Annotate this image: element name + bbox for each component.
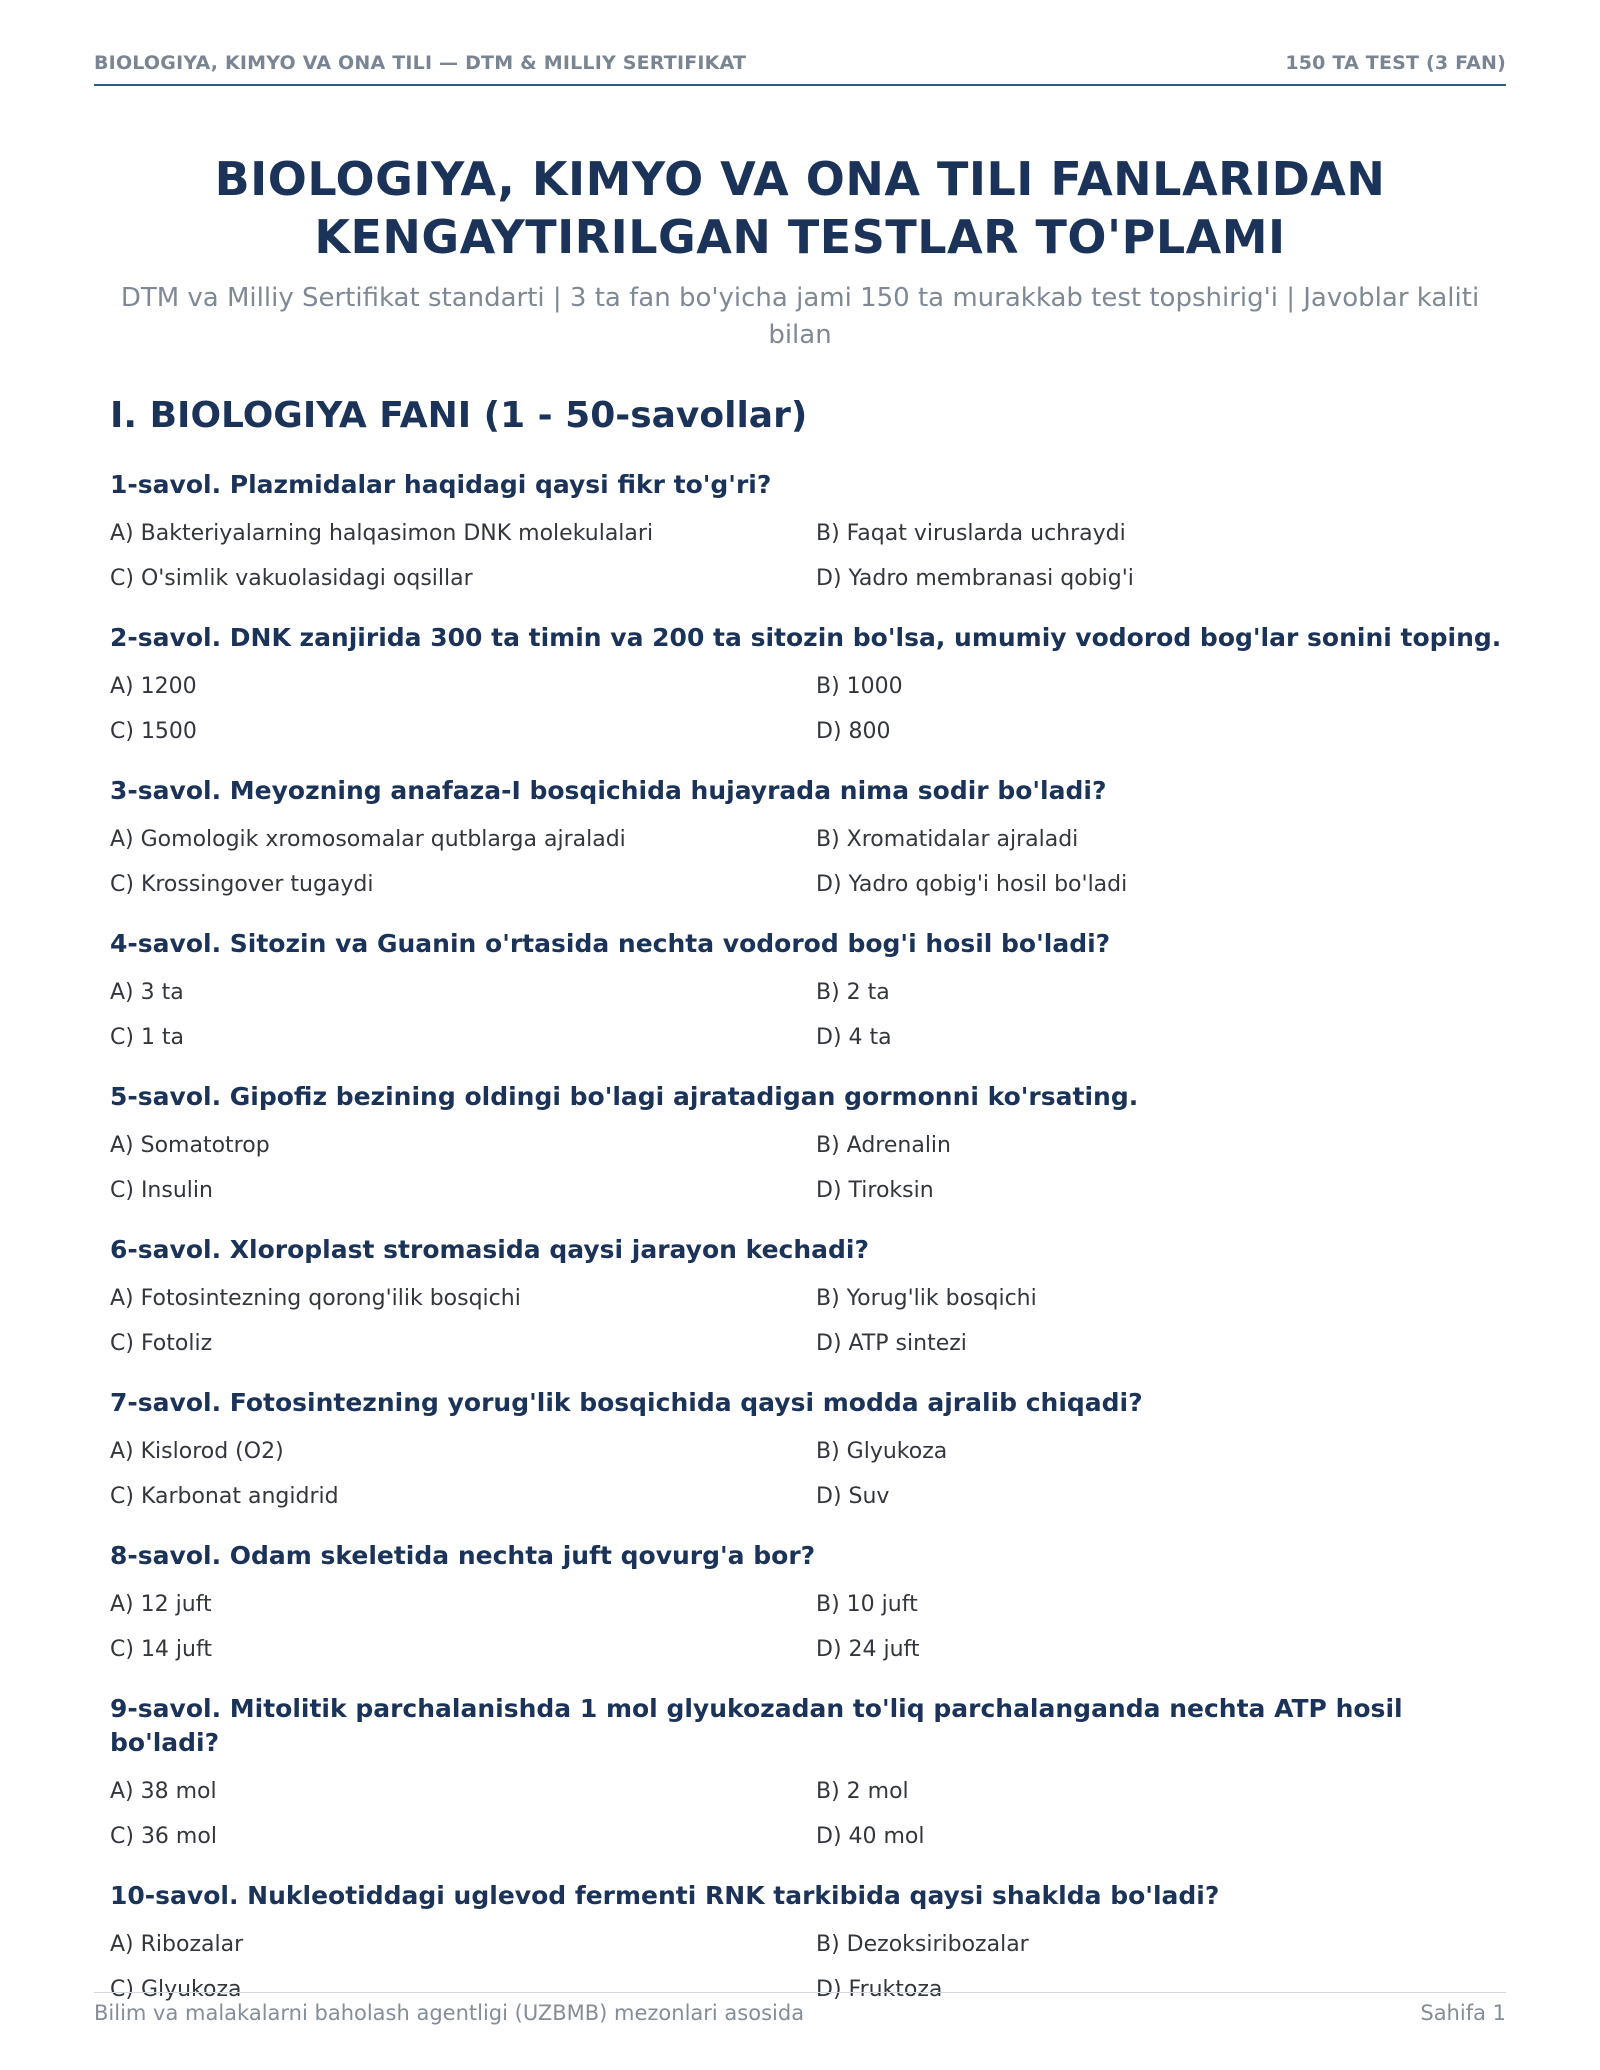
question-block — [110, 1686, 1506, 1859]
question-text: 3-savol. Meyozning anafaza-I bosqichida hujayrada nima sodir bo'ladi? — [110, 776, 1107, 805]
answer-option-b: B) Dezoksiribozalar — [816, 1932, 1029, 1957]
answer-options — [110, 512, 1506, 601]
answer-option-b: B) 2 ta — [816, 980, 890, 1005]
answer-option-d: D) Tiroksin — [816, 1177, 934, 1203]
question-block — [110, 1074, 1506, 1213]
question-block — [110, 1380, 1506, 1519]
answer-option-a: A) Fotosintezning qorong'ilik bosqichi — [110, 1286, 521, 1311]
answer-option-c: C) Glyukoza — [110, 1976, 242, 2002]
answer-option-a: A) Ribozalar — [110, 1932, 244, 1957]
running-footer — [94, 1992, 1506, 2025]
answer-option-b: B) Faqat viruslarda uchraydi — [816, 521, 1126, 546]
question-block — [110, 615, 1506, 754]
answer-options — [110, 1124, 1506, 1213]
answer-option-d: D) 4 ta — [816, 1024, 892, 1050]
question-block — [110, 1533, 1506, 1672]
answer-option-b: B) Glyukoza — [816, 1439, 948, 1464]
question-text: 7-savol. Fotosintezning yorug'lik bosqichida qaysi modda ajralib chiqadi? — [110, 1388, 1143, 1417]
answer-option-a: A) Bakteriyalarning halqasimon DNK molekulalari — [110, 521, 654, 546]
answer-option-b: B) 2 mol — [816, 1779, 909, 1804]
footer-left-text: Bilim va malakalarni baholash agentligi (UZBMB) mezonlari asosida — [94, 2001, 805, 2025]
answer-option-c: C) O'simlik vakuolasidagi oqsillar — [110, 565, 473, 591]
question-block — [110, 1227, 1506, 1366]
answer-options — [110, 1770, 1506, 1859]
answer-option-d: D) Yadro membranasi qobig'i — [816, 565, 1134, 591]
answer-option-a: A) Gomologik xromosomalar qutblarga ajraladi — [110, 827, 626, 852]
answer-option-d: D) 800 — [816, 718, 891, 744]
answer-options — [110, 971, 1506, 1060]
questions-content — [110, 390, 1506, 2026]
answer-options — [110, 665, 1506, 754]
answer-option-a: A) 3 ta — [110, 980, 184, 1005]
question-text: 5-savol. Gipofiz bezining oldingi bo'lagi ajratadigan gormonni ko'rsating. — [110, 1082, 1139, 1111]
title-line-2: KENGAYTIRILGAN TESTLAR TO'PLAMI — [314, 210, 1286, 264]
answer-option-c: C) Krossingover tugaydi — [110, 871, 374, 897]
answer-option-b: B) Xromatidalar ajraladi — [816, 827, 1079, 852]
document-title — [94, 150, 1506, 266]
answer-option-d: D) 24 juft — [816, 1636, 920, 1662]
question-text: 8-savol. Odam skeletida nechta juft qovurg'a bor? — [110, 1541, 816, 1570]
answer-option-d: D) Suv — [816, 1483, 890, 1509]
answer-option-a: A) Kislorod (O2) — [110, 1439, 284, 1464]
answer-options — [110, 1583, 1506, 1672]
answer-option-c: C) Fotoliz — [110, 1330, 213, 1356]
question-block — [110, 768, 1506, 907]
answer-option-d: D) ATP sintezi — [816, 1330, 967, 1356]
answer-option-c: C) Karbonat angidrid — [110, 1483, 339, 1509]
answer-option-c: C) 1500 — [110, 718, 197, 744]
answer-option-c: C) 36 mol — [110, 1823, 217, 1849]
answer-options — [110, 1277, 1506, 1366]
question-text: 1-savol. Plazmidalar haqidagi qaysi fikr to'g'ri? — [110, 470, 772, 499]
question-block — [110, 462, 1506, 601]
question-text: 4-savol. Sitozin va Guanin o'rtasida nechta vodorod bog'i hosil bo'ladi? — [110, 929, 1111, 958]
answer-option-d: D) Fruktoza — [816, 1976, 943, 2002]
question-block — [110, 921, 1506, 1060]
section-title: I. BIOLOGIYA FANI (1 - 50-savollar) — [110, 395, 808, 436]
answer-option-b: B) 1000 — [816, 674, 903, 699]
document-subtitle: DTM va Milliy Sertifikat standarti | 3 ta fan bo'yicha jami 150 ta murakkab test topshirig'i | Javoblar kaliti bilan — [120, 283, 1480, 350]
answer-options — [110, 1430, 1506, 1519]
running-header — [94, 52, 1506, 86]
answer-option-b: B) 10 juft — [816, 1592, 918, 1617]
header-right-text: 150 TA TEST (3 FAN) — [1285, 52, 1506, 74]
page-number: Sahifa 1 — [1420, 2001, 1506, 2025]
question-list — [110, 462, 1506, 2012]
question-text: 9-savol. Mitolitik parchalanishda 1 mol glyukozadan to'liq parchalanganda nechta ATP hosil bo'ladi? — [110, 1694, 1403, 1757]
title-line-1: BIOLOGIYA, KIMYO VA ONA TILI FANLARIDAN — [214, 152, 1386, 206]
answer-option-c: C) 1 ta — [110, 1024, 185, 1050]
answer-option-a: A) Somatotrop — [110, 1133, 270, 1158]
question-text: 6-savol. Xloroplast stromasida qaysi jarayon kechadi? — [110, 1235, 869, 1264]
answer-option-b: B) Yorug'lik bosqichi — [816, 1286, 1037, 1311]
question-text: 2-savol. DNK zanjirida 300 ta timin va 200 ta sitozin bo'lsa, umumiy vodorod bog'lar sonini toping. — [110, 623, 1502, 652]
header-left-text: BIOLOGIYA, KIMYO VA ONA TILI — DTM & MILLIY SERTIFIKAT — [94, 52, 747, 74]
answer-option-a: A) 38 mol — [110, 1779, 217, 1804]
answer-option-d: D) Yadro qobig'i hosil bo'ladi — [816, 871, 1128, 897]
document-page — [94, 0, 1506, 2070]
answer-option-a: A) 1200 — [110, 674, 197, 699]
question-text: 10-savol. Nukleotiddagi uglevod fermenti RNK tarkibida qaysi shaklda bo'ladi? — [110, 1881, 1220, 1910]
answer-option-b: B) Adrenalin — [816, 1133, 951, 1158]
answer-option-a: A) 12 juft — [110, 1592, 212, 1617]
answer-options — [110, 818, 1506, 907]
answer-option-d: D) 40 mol — [816, 1823, 925, 1849]
title-block — [94, 150, 1506, 354]
answer-option-c: C) Insulin — [110, 1177, 213, 1203]
answer-option-c: C) 14 juft — [110, 1636, 212, 1662]
